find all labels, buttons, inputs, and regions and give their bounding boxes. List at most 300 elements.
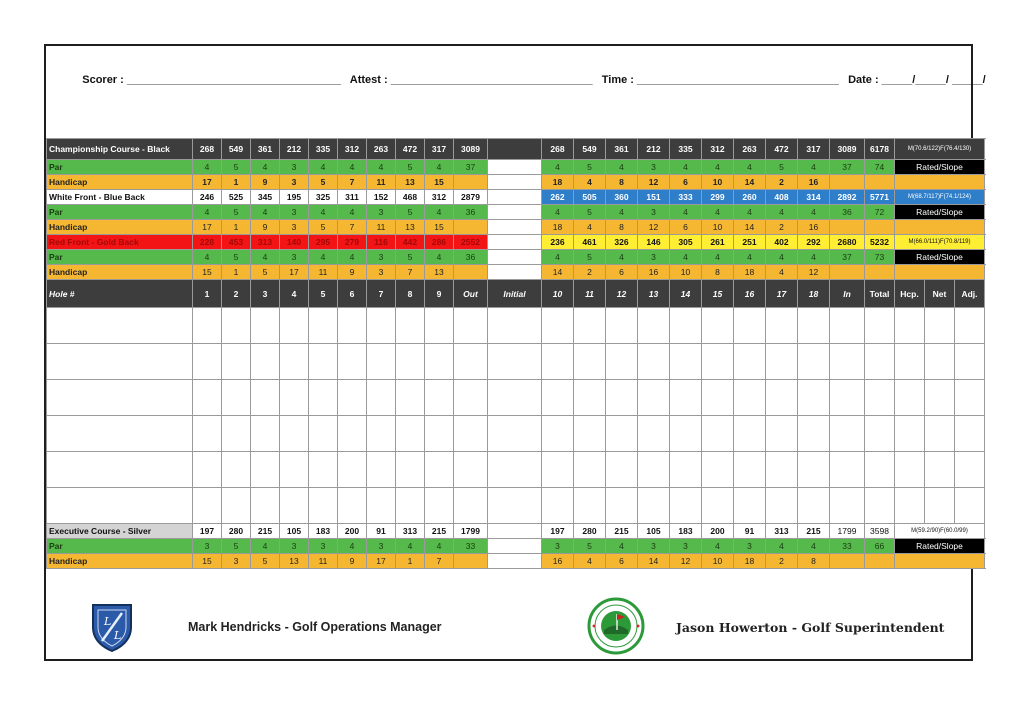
handicap-back: 6: [606, 265, 638, 280]
score-input[interactable]: [193, 380, 222, 416]
score-input[interactable]: [638, 416, 670, 452]
score-input[interactable]: [367, 416, 396, 452]
par-total: 72: [865, 205, 895, 220]
total-yardage: 5232: [865, 235, 895, 250]
front-yardage: 313: [396, 524, 425, 539]
front-yardage: 312: [425, 190, 454, 205]
score-input[interactable]: [309, 308, 338, 344]
score-input[interactable]: [222, 380, 251, 416]
score-input[interactable]: [367, 452, 396, 488]
par-back: 3: [638, 539, 670, 554]
handicap-back: 18: [734, 554, 766, 569]
par-front: 4: [338, 160, 367, 175]
handicap-out: [454, 265, 488, 280]
score-input[interactable]: [309, 452, 338, 488]
score-input[interactable]: [925, 452, 955, 488]
par-front: 4: [309, 250, 338, 265]
score-input[interactable]: [955, 488, 985, 524]
score-input[interactable]: [338, 380, 367, 416]
par-back: 5: [574, 539, 606, 554]
score-input[interactable]: [702, 344, 734, 380]
handicap-front: 17: [367, 554, 396, 569]
champ-yardage-row: [47, 139, 985, 160]
score-input[interactable]: [606, 380, 638, 416]
back-yardage: 215: [798, 524, 830, 539]
front-yardage: 140: [280, 235, 309, 250]
score-input[interactable]: [670, 380, 702, 416]
score-input[interactable]: [280, 344, 309, 380]
score-input[interactable]: [542, 488, 574, 524]
player-score-row: [47, 380, 985, 416]
front-yardage: 472: [396, 139, 425, 160]
score-input[interactable]: [309, 344, 338, 380]
score-input[interactable]: [488, 452, 542, 488]
score-input[interactable]: [638, 488, 670, 524]
score-input[interactable]: [955, 452, 985, 488]
score-input[interactable]: [734, 416, 766, 452]
handicap-back: 12: [670, 554, 702, 569]
score-input[interactable]: [425, 488, 454, 524]
score-input[interactable]: [280, 488, 309, 524]
score-input[interactable]: [670, 452, 702, 488]
score-input[interactable]: [396, 416, 425, 452]
score-input[interactable]: [925, 380, 955, 416]
front-yardage: 200: [338, 524, 367, 539]
score-input[interactable]: [338, 344, 367, 380]
handicap-rating-cell: [895, 175, 985, 190]
score-input[interactable]: [606, 308, 638, 344]
score-input[interactable]: [925, 308, 955, 344]
score-input[interactable]: [574, 416, 606, 452]
par-front: 4: [425, 205, 454, 220]
par-back: 4: [734, 205, 766, 220]
score-input[interactable]: [638, 452, 670, 488]
score-input[interactable]: [830, 344, 865, 380]
score-input[interactable]: [396, 488, 425, 524]
score-input[interactable]: [425, 380, 454, 416]
total-yardage: 6178: [865, 139, 895, 160]
initial-header: Initial: [488, 280, 542, 308]
handicap-total: [865, 554, 895, 569]
out-yardage: 2879: [454, 190, 488, 205]
net-header: Net: [925, 280, 955, 308]
score-input[interactable]: [895, 416, 925, 452]
score-input[interactable]: [338, 488, 367, 524]
handicap-back: 14: [734, 220, 766, 235]
par-in: 37: [830, 160, 865, 175]
par-front: 4: [425, 250, 454, 265]
front-yardage: 215: [425, 524, 454, 539]
score-input[interactable]: [222, 308, 251, 344]
score-input[interactable]: [574, 452, 606, 488]
score-input[interactable]: [193, 452, 222, 488]
back-yardage: 408: [766, 190, 798, 205]
par-out: 33: [454, 539, 488, 554]
spacer-cell: [488, 235, 542, 250]
handicap-back: 14: [734, 175, 766, 190]
score-input[interactable]: [222, 416, 251, 452]
score-input[interactable]: [338, 416, 367, 452]
score-input[interactable]: [925, 416, 955, 452]
score-input[interactable]: [454, 380, 488, 416]
par-front: 4: [193, 250, 222, 265]
par-back: 3: [638, 160, 670, 175]
par-front: 3: [280, 160, 309, 175]
handicap-back: 16: [798, 175, 830, 190]
handicap-front: 15: [425, 175, 454, 190]
score-input[interactable]: [670, 488, 702, 524]
score-input[interactable]: [309, 488, 338, 524]
score-input[interactable]: [193, 344, 222, 380]
score-input[interactable]: [865, 308, 895, 344]
par-back: 4: [798, 539, 830, 554]
score-input[interactable]: [830, 380, 865, 416]
score-input[interactable]: [638, 308, 670, 344]
score-input[interactable]: [798, 488, 830, 524]
score-input[interactable]: [734, 452, 766, 488]
score-input[interactable]: [488, 380, 542, 416]
handicap-back: 6: [670, 220, 702, 235]
score-input[interactable]: [865, 416, 895, 452]
out-yardage: 2552: [454, 235, 488, 250]
par-back: 4: [702, 539, 734, 554]
red-course-label: Red Front - Gold Back: [47, 235, 193, 250]
score-input[interactable]: [280, 416, 309, 452]
score-input[interactable]: [425, 416, 454, 452]
score-input[interactable]: [222, 452, 251, 488]
par-label: Par: [47, 160, 193, 175]
par-front: 4: [338, 205, 367, 220]
score-input[interactable]: [606, 344, 638, 380]
champ-par-row: [47, 160, 985, 175]
score-header: [70, 62, 986, 98]
score-input[interactable]: [574, 380, 606, 416]
course-rating: M(59.2/90)F(60.0/99): [895, 524, 985, 539]
score-input[interactable]: [222, 488, 251, 524]
score-input[interactable]: [702, 308, 734, 344]
score-input[interactable]: [280, 452, 309, 488]
score-input[interactable]: [542, 416, 574, 452]
player-name-input[interactable]: [47, 452, 193, 488]
score-input[interactable]: [798, 308, 830, 344]
handicap-back: 16: [798, 220, 830, 235]
score-input[interactable]: [454, 416, 488, 452]
handicap-total: [865, 175, 895, 190]
scorer-field[interactable]: Scorer : ___________________________________: [82, 74, 341, 86]
score-input[interactable]: [574, 344, 606, 380]
front-yardage: 525: [222, 190, 251, 205]
score-input[interactable]: [865, 344, 895, 380]
out-yardage: 3089: [454, 139, 488, 160]
handicap-front: 15: [193, 554, 222, 569]
player-score-row: [47, 344, 985, 380]
handicap-front: 15: [425, 220, 454, 235]
par-front: 3: [367, 539, 396, 554]
hole-number: 3: [251, 280, 280, 308]
score-input[interactable]: [425, 308, 454, 344]
spacer-cell: [488, 220, 542, 235]
score-input[interactable]: [925, 344, 955, 380]
back-yardage: 105: [638, 524, 670, 539]
hole-number: 9: [425, 280, 454, 308]
score-input[interactable]: [955, 416, 985, 452]
par-back: 4: [702, 205, 734, 220]
handicap-back: 8: [798, 554, 830, 569]
score-input[interactable]: [396, 380, 425, 416]
score-input[interactable]: [955, 380, 985, 416]
par-back: 4: [702, 250, 734, 265]
player-name-input[interactable]: [47, 344, 193, 380]
handicap-back: 16: [542, 554, 574, 569]
score-input[interactable]: [955, 344, 985, 380]
score-input[interactable]: [251, 308, 280, 344]
score-input[interactable]: [542, 452, 574, 488]
score-input[interactable]: [766, 344, 798, 380]
score-input[interactable]: [670, 344, 702, 380]
spacer-cell: [488, 265, 542, 280]
hole-label: Hole #: [47, 280, 193, 308]
front-yardage: 549: [222, 139, 251, 160]
par-back: 3: [734, 539, 766, 554]
score-input[interactable]: [454, 308, 488, 344]
front-yardage: 116: [367, 235, 396, 250]
front-yardage: 152: [367, 190, 396, 205]
score-input[interactable]: [193, 308, 222, 344]
course-shield-logo: [90, 601, 134, 653]
par-front: 5: [396, 160, 425, 175]
handicap-front: 15: [193, 265, 222, 280]
spacer-cell: [488, 554, 542, 569]
score-input[interactable]: [798, 380, 830, 416]
par-back: 4: [542, 250, 574, 265]
score-input[interactable]: [895, 452, 925, 488]
front-yardage: 317: [425, 139, 454, 160]
champ-handicap-row: [47, 175, 985, 190]
score-input[interactable]: [925, 488, 955, 524]
par-front: 4: [251, 539, 280, 554]
score-input[interactable]: [865, 380, 895, 416]
par-back: 4: [766, 250, 798, 265]
score-input[interactable]: [638, 380, 670, 416]
back-yardage: 549: [574, 139, 606, 160]
par-front: 3: [280, 205, 309, 220]
score-input[interactable]: [425, 344, 454, 380]
score-input[interactable]: [766, 380, 798, 416]
spacer-cell: [488, 139, 542, 160]
back-yardage: 146: [638, 235, 670, 250]
score-input[interactable]: [367, 380, 396, 416]
total-yardage: 3598: [865, 524, 895, 539]
score-input[interactable]: [865, 452, 895, 488]
front-yardage: 197: [193, 524, 222, 539]
handicap-front: 9: [338, 554, 367, 569]
score-input[interactable]: [251, 416, 280, 452]
back-yardage: 263: [734, 139, 766, 160]
course-rating: M(68.7/117)F(74.1/124): [895, 190, 985, 205]
score-input[interactable]: [542, 308, 574, 344]
par-back: 4: [702, 160, 734, 175]
par-back: 4: [798, 250, 830, 265]
score-input[interactable]: [798, 452, 830, 488]
hole-number: 18: [798, 280, 830, 308]
score-input[interactable]: [454, 452, 488, 488]
score-input[interactable]: [454, 344, 488, 380]
score-input[interactable]: [396, 344, 425, 380]
score-input[interactable]: [193, 416, 222, 452]
front-yardage: 91: [367, 524, 396, 539]
par-front: 5: [396, 250, 425, 265]
par-front: 4: [425, 539, 454, 554]
out-yardage: 1799: [454, 524, 488, 539]
back-yardage: 402: [766, 235, 798, 250]
score-input[interactable]: [488, 488, 542, 524]
score-input[interactable]: [251, 380, 280, 416]
score-input[interactable]: [955, 308, 985, 344]
score-input[interactable]: [574, 488, 606, 524]
front-yardage: 263: [367, 139, 396, 160]
score-input[interactable]: [766, 416, 798, 452]
handicap-front: 7: [425, 554, 454, 569]
handicap-front: 11: [367, 220, 396, 235]
handicap-back: 8: [606, 220, 638, 235]
hole-number: 15: [702, 280, 734, 308]
score-input[interactable]: [309, 416, 338, 452]
handicap-back: 12: [798, 265, 830, 280]
handicap-in: [830, 265, 865, 280]
score-input[interactable]: [830, 416, 865, 452]
score-input[interactable]: [895, 308, 925, 344]
handicap-front: 3: [280, 220, 309, 235]
spacer-cell: [488, 250, 542, 265]
hole-number: 10: [542, 280, 574, 308]
course-rating: M(66.0/111)F(70.8/119): [895, 235, 985, 250]
score-input[interactable]: [798, 344, 830, 380]
par-label: Par: [47, 205, 193, 220]
score-input[interactable]: [488, 416, 542, 452]
score-input[interactable]: [702, 488, 734, 524]
score-input[interactable]: [193, 488, 222, 524]
par-in: 37: [830, 250, 865, 265]
score-input[interactable]: [670, 416, 702, 452]
score-input[interactable]: [895, 380, 925, 416]
score-input[interactable]: [734, 488, 766, 524]
score-input[interactable]: [309, 380, 338, 416]
score-input[interactable]: [766, 308, 798, 344]
score-input[interactable]: [425, 452, 454, 488]
score-input[interactable]: [251, 488, 280, 524]
spacer-cell: [488, 524, 542, 539]
player-name-input[interactable]: [47, 416, 193, 452]
score-input[interactable]: [488, 308, 542, 344]
score-input[interactable]: [338, 452, 367, 488]
back-yardage: 91: [734, 524, 766, 539]
score-input[interactable]: [895, 344, 925, 380]
score-input[interactable]: [454, 488, 488, 524]
score-input[interactable]: [338, 308, 367, 344]
front-yardage: 183: [309, 524, 338, 539]
player-name-input[interactable]: [47, 488, 193, 524]
back-yardage: 292: [798, 235, 830, 250]
score-input[interactable]: [702, 416, 734, 452]
par-front: 4: [396, 539, 425, 554]
score-input[interactable]: [488, 344, 542, 380]
score-input[interactable]: [830, 452, 865, 488]
score-input[interactable]: [670, 308, 702, 344]
back-yardage: 505: [574, 190, 606, 205]
score-input[interactable]: [702, 452, 734, 488]
score-input[interactable]: [367, 488, 396, 524]
score-input[interactable]: [396, 308, 425, 344]
par-back: 4: [798, 160, 830, 175]
player-name-input[interactable]: [47, 380, 193, 416]
score-input[interactable]: [367, 308, 396, 344]
score-input[interactable]: [702, 380, 734, 416]
par-back: 4: [606, 539, 638, 554]
score-input[interactable]: [606, 452, 638, 488]
score-input[interactable]: [798, 416, 830, 452]
score-input[interactable]: [367, 344, 396, 380]
score-input[interactable]: [734, 380, 766, 416]
score-input[interactable]: [606, 416, 638, 452]
handicap-front: 7: [338, 220, 367, 235]
front-yardage: 311: [338, 190, 367, 205]
red-handicap-row: [47, 265, 985, 280]
par-back: 4: [542, 205, 574, 220]
score-input[interactable]: [638, 344, 670, 380]
score-input[interactable]: [895, 488, 925, 524]
score-input[interactable]: [574, 308, 606, 344]
time-field[interactable]: Time : _________________________________: [601, 74, 839, 86]
score-input[interactable]: [542, 380, 574, 416]
score-input[interactable]: [734, 308, 766, 344]
score-input[interactable]: [830, 488, 865, 524]
score-input[interactable]: [766, 452, 798, 488]
score-input[interactable]: [606, 488, 638, 524]
score-input[interactable]: [396, 452, 425, 488]
handicap-back: 10: [702, 220, 734, 235]
in-header: In: [830, 280, 865, 308]
score-input[interactable]: [766, 488, 798, 524]
front-yardage: 468: [396, 190, 425, 205]
back-yardage: 268: [542, 139, 574, 160]
score-input[interactable]: [542, 344, 574, 380]
score-input[interactable]: [251, 344, 280, 380]
score-input[interactable]: [830, 308, 865, 344]
date-field[interactable]: Date : _____/_____/ _____/: [848, 74, 986, 86]
player-name-input[interactable]: [47, 308, 193, 344]
handicap-front: 9: [251, 175, 280, 190]
score-input[interactable]: [865, 488, 895, 524]
back-yardage: 183: [670, 524, 702, 539]
hole-number-row: [47, 280, 985, 308]
score-input[interactable]: [222, 344, 251, 380]
handicap-out: [454, 220, 488, 235]
score-input[interactable]: [251, 452, 280, 488]
score-input[interactable]: [280, 380, 309, 416]
handicap-in: [830, 175, 865, 190]
par-back: 4: [670, 250, 702, 265]
attest-field[interactable]: Attest : _________________________________: [349, 74, 593, 86]
rated-slope-label: Rated/Slope: [895, 250, 985, 265]
hole-number: 8: [396, 280, 425, 308]
par-front: 4: [193, 205, 222, 220]
score-input[interactable]: [280, 308, 309, 344]
score-input[interactable]: [734, 344, 766, 380]
scorecard-table: [46, 138, 985, 569]
handicap-back: 18: [542, 175, 574, 190]
par-back: 5: [766, 160, 798, 175]
back-yardage: 317: [798, 139, 830, 160]
